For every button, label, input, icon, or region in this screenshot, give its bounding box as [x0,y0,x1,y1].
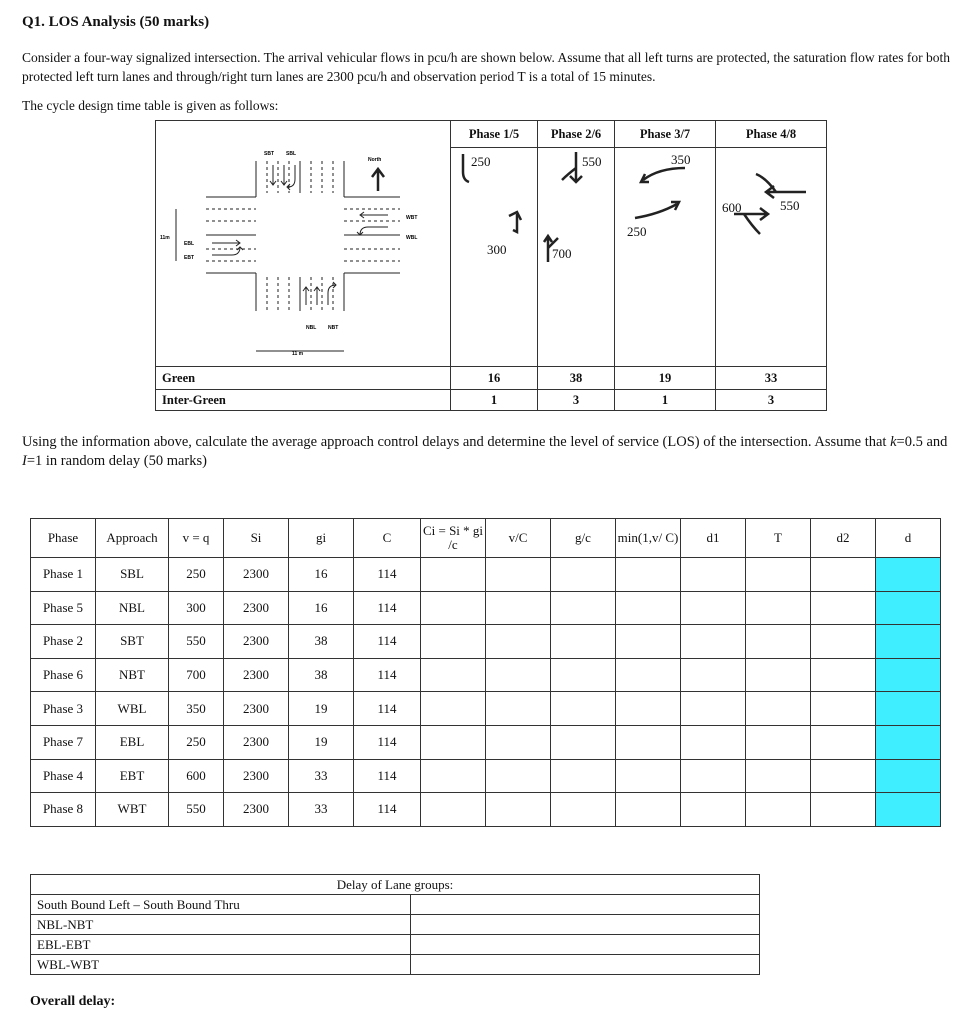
diagram-width-vertical: 11m [160,235,170,241]
answer-cell[interactable] [746,793,811,827]
table-cell: EBT [96,759,169,793]
col-phase: Phase [31,519,96,558]
flow-wbl: 350 [671,152,691,167]
answer-cell[interactable] [616,793,681,827]
table-cell: 2300 [224,558,289,592]
table-cell: Phase 2 [31,625,96,659]
col-vc: v/C [486,519,551,558]
table-cell: 114 [354,793,421,827]
table-cell: 550 [169,625,224,659]
table-row [31,759,941,793]
lane-group-caption: Delay of Lane groups: [31,875,760,895]
answer-cell[interactable] [746,759,811,793]
col-ci: Ci = Si * gi /c [421,519,486,558]
col-v-q: v = q [169,519,224,558]
lane-group-ebl-ebt-value[interactable] [410,935,759,955]
answer-cell[interactable] [681,692,746,726]
answer-cell[interactable] [486,591,551,625]
table-cell: 2300 [224,692,289,726]
answer-cell[interactable] [681,658,746,692]
green-2-6: 38 [538,367,615,390]
table-row [31,793,941,827]
col-d2: d2 [811,519,876,558]
lane-group-wbl-wbt-value[interactable] [410,955,759,975]
phase-3-7-movements [615,148,716,367]
answer-cell[interactable] [681,725,746,759]
table-cell: Phase 1 [31,558,96,592]
table-cell: WBT [96,793,169,827]
answer-cell[interactable] [486,658,551,692]
answer-cell[interactable] [551,625,616,659]
table-cell: 2300 [224,725,289,759]
lane-group-nbl-nbt-value[interactable] [410,915,759,935]
question-intro: Consider a four-way signalized intersection. The arrival vehicular flows in pcu/h are shown below. Assume that all left turns are protected, the saturation flow rates for both protected left turn lanes and through/right turn lanes are 2300 pcu/h and observation period T is a total of 15 minutes. [22,50,950,84]
answer-cell[interactable] [616,725,681,759]
answer-cell[interactable] [746,625,811,659]
answer-cell[interactable] [486,625,551,659]
delay-answer-cell[interactable] [876,793,941,827]
table-cell: 114 [354,692,421,726]
delay-answer-cell[interactable] [876,759,941,793]
answer-cell[interactable] [486,725,551,759]
answer-cell[interactable] [746,658,811,692]
answer-cell[interactable] [486,558,551,592]
table-cell: 19 [289,725,354,759]
table-cell: NBL [96,591,169,625]
answer-cell[interactable] [616,558,681,592]
calc-header-row [31,519,941,558]
answer-cell[interactable] [486,793,551,827]
answer-cell[interactable] [746,591,811,625]
flow-sbt: 550 [582,154,602,169]
diagram-label-wbt: WBT [406,215,418,221]
lane-group-sbl-sbt-value[interactable] [410,895,759,915]
table-cell: 350 [169,692,224,726]
answer-cell[interactable] [616,658,681,692]
intergreen-2-6: 3 [538,390,615,411]
table-cell: 38 [289,658,354,692]
col-approach: Approach [96,519,169,558]
table-cell: 550 [169,793,224,827]
green-4-8: 33 [716,367,827,390]
answer-cell[interactable] [551,692,616,726]
answer-cell[interactable] [421,658,486,692]
answer-cell[interactable] [746,558,811,592]
intersection-diagram [156,121,450,361]
answer-cell[interactable] [551,591,616,625]
answer-cell[interactable] [811,625,876,659]
table-cell: 2300 [224,658,289,692]
table-cell: 38 [289,625,354,659]
col-d: d [876,519,941,558]
flow-nbt: 700 [552,246,572,261]
table-cell: Phase 4 [31,759,96,793]
diagram-label-wbl: WBL [406,235,418,241]
table-cell: NBT [96,658,169,692]
answer-cell[interactable] [421,759,486,793]
table-cell: 114 [354,725,421,759]
col-min: min(1,v/ C) [616,519,681,558]
delay-answer-cell[interactable] [876,625,941,659]
table-cell: 2300 [224,625,289,659]
table-cell: 600 [169,759,224,793]
table-cell: 114 [354,759,421,793]
phase-3-7-arrows [615,148,715,366]
table-row [31,558,941,592]
diagram-label-nbt: NBT [328,325,339,331]
phase-1-5-movements [451,148,538,367]
intersection-diagram-cell [156,121,451,367]
answer-cell[interactable] [616,591,681,625]
flow-ebt: 600 [722,200,742,215]
answer-cell[interactable] [551,725,616,759]
table-cell: 114 [354,658,421,692]
delay-answer-cell[interactable] [876,591,941,625]
diagram-label-nbl: NBL [306,325,317,331]
question-title: Q1. LOS Analysis (50 marks) [22,14,210,30]
col-gc: g/c [551,519,616,558]
answer-cell[interactable] [551,759,616,793]
phase-header-4-8: Phase 4/8 [716,121,827,148]
table-cell: 33 [289,793,354,827]
answer-cell[interactable] [811,692,876,726]
table-cell: 114 [354,591,421,625]
table-cell: 250 [169,725,224,759]
answer-cell[interactable] [551,658,616,692]
answer-cell[interactable] [681,591,746,625]
table-cell: Phase 7 [31,725,96,759]
phase-table [155,120,827,411]
table-cell: 300 [169,591,224,625]
phase-2-6-movements [538,148,615,367]
answer-cell[interactable] [421,625,486,659]
table-row [31,625,941,659]
diagram-width-horizontal: 11 m [292,351,304,357]
phase-header-3-7: Phase 3/7 [615,121,716,148]
diagram-label-north: North [368,157,382,163]
flow-sbl: 250 [471,154,491,169]
table-cell: 33 [289,759,354,793]
table-cell: Phase 8 [31,793,96,827]
table-cell: 2300 [224,591,289,625]
green-label: Green [156,367,451,390]
lane-group-sbl-sbt: South Bound Left – South Bound Thru [31,895,411,915]
answer-cell[interactable] [811,793,876,827]
delay-answer-cell[interactable] [876,558,941,592]
flow-wbt: 550 [780,198,800,213]
answer-cell[interactable] [811,725,876,759]
table-cell: Phase 5 [31,591,96,625]
table-cell: Phase 6 [31,658,96,692]
answer-cell[interactable] [746,725,811,759]
intergreen-3-7: 1 [615,390,716,411]
table-cell: 2300 [224,793,289,827]
answer-cell[interactable] [421,558,486,592]
table-cell: 2300 [224,759,289,793]
table-row [31,658,941,692]
diagram-label-ebl: EBL [184,241,194,247]
table-cell: 700 [169,658,224,692]
answer-cell[interactable] [616,625,681,659]
answer-cell[interactable] [421,793,486,827]
cycle-intro: The cycle design time table is given as follows: [22,98,279,113]
answer-cell[interactable] [616,759,681,793]
answer-cell[interactable] [811,558,876,592]
phase-2-6-arrows [538,148,614,366]
answer-cell[interactable] [486,692,551,726]
table-cell: SBT [96,625,169,659]
delay-answer-cell[interactable] [876,692,941,726]
table-row [31,591,941,625]
table-cell: Phase 3 [31,692,96,726]
table-row [31,692,941,726]
green-3-7: 19 [615,367,716,390]
green-1-5: 16 [451,367,538,390]
lane-group-ebl-ebt: EBL-EBT [31,935,411,955]
phase-header-2-6: Phase 2/6 [538,121,615,148]
table-cell: EBL [96,725,169,759]
answer-cell[interactable] [551,558,616,592]
table-cell: 19 [289,692,354,726]
answer-cell[interactable] [746,692,811,726]
answer-cell[interactable] [681,558,746,592]
col-c: C [354,519,421,558]
lane-group-nbl-nbt: NBL-NBT [31,915,411,935]
lane-group-wbl-wbt: WBL-WBT [31,955,411,975]
answer-cell[interactable] [681,759,746,793]
answer-cell[interactable] [486,759,551,793]
phase-header-1-5: Phase 1/5 [451,121,538,148]
intergreen-label: Inter-Green [156,390,451,411]
table-cell: 16 [289,558,354,592]
delay-answer-cell[interactable] [876,725,941,759]
table-row [31,725,941,759]
table-cell: 250 [169,558,224,592]
table-cell: 114 [354,558,421,592]
calc-body [31,558,941,827]
col-d1: d1 [681,519,746,558]
calculation-table [30,518,941,827]
col-si: Si [224,519,289,558]
delay-answer-cell[interactable] [876,658,941,692]
table-cell: WBL [96,692,169,726]
table-cell: 16 [289,591,354,625]
answer-cell[interactable] [811,658,876,692]
phase-4-8-movements [716,148,827,367]
table-cell: 114 [354,625,421,659]
table-cell: SBL [96,558,169,592]
question-body: Using the information above, calculate the average approach control delays and determine the level of service (LOS) of the intersection. Assume that k=0.5 and I=1 in random delay (50 marks) [22,434,948,469]
answer-cell[interactable] [551,793,616,827]
intergreen-1-5: 1 [451,390,538,411]
diagram-label-sbt: SBT [264,151,274,157]
answer-cell[interactable] [811,759,876,793]
answer-cell[interactable] [681,793,746,827]
diagram-label-sbl: SBL [286,151,296,157]
answer-cell[interactable] [421,725,486,759]
answer-cell[interactable] [811,591,876,625]
flow-ebl: 250 [627,224,647,239]
answer-cell[interactable] [681,625,746,659]
col-gi: gi [289,519,354,558]
lane-group-table [30,874,760,975]
phase-4-8-arrows [716,148,826,366]
answer-cell[interactable] [421,692,486,726]
intergreen-4-8: 3 [716,390,827,411]
answer-cell[interactable] [421,591,486,625]
flow-nbl: 300 [487,242,507,257]
col-t: T [746,519,811,558]
diagram-label-ebt: EBT [184,255,194,261]
answer-cell[interactable] [616,692,681,726]
overall-delay-label: Overall delay: [30,994,116,1009]
